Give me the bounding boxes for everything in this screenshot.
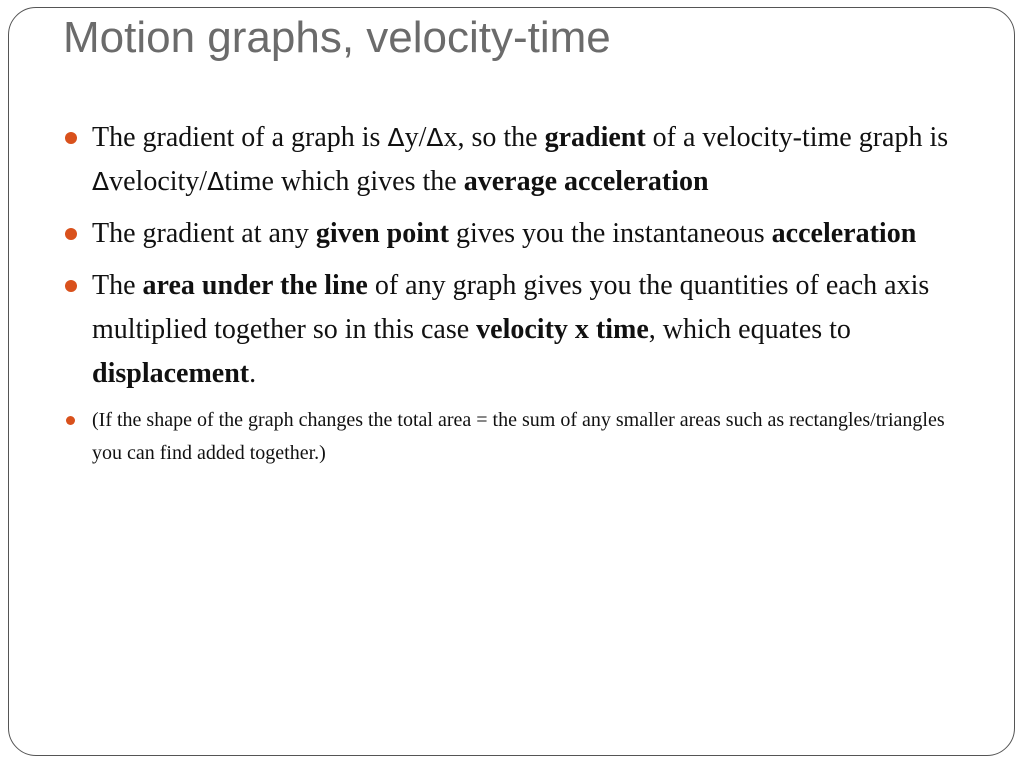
emphasis-gradient: gradient (544, 122, 646, 153)
emphasis-average-acceleration: average acceleration (463, 166, 709, 197)
bullet-dot-icon (65, 132, 77, 144)
bullet-dot-icon (65, 228, 77, 240)
bullet-list (62, 116, 962, 478)
bullet-dot-icon (66, 416, 75, 425)
emphasis-given-point: given point (315, 218, 449, 249)
emphasis-velocity-x-time: velocity x time (476, 314, 649, 345)
bullet-item-gradient: The gradient of a graph is Δy/Δx, so the gradient of a velocity-time graph is Δvelocity/Δtime which gives the average acceleration (62, 116, 962, 204)
bullet-item-given-point: The gradient at any given point gives you the instantaneous acceleration (62, 212, 962, 256)
bullet-item-area: The area under the line of any graph gives you the quantities of each axis multiplied together so in this case velocity x time, which equates to displacement. (62, 264, 962, 396)
bullet-item-note: (If the shape of the graph changes the total area = the sum of any smaller areas such as rectangles/triangles you can find added together.) (62, 404, 962, 470)
slide-title: Motion graphs, velocity-time (63, 13, 611, 62)
emphasis-area-under-line: area under the line (142, 270, 368, 301)
emphasis-acceleration: acceleration (771, 218, 917, 249)
emphasis-displacement: displacement (92, 358, 250, 389)
bullet-dot-icon (65, 280, 77, 292)
